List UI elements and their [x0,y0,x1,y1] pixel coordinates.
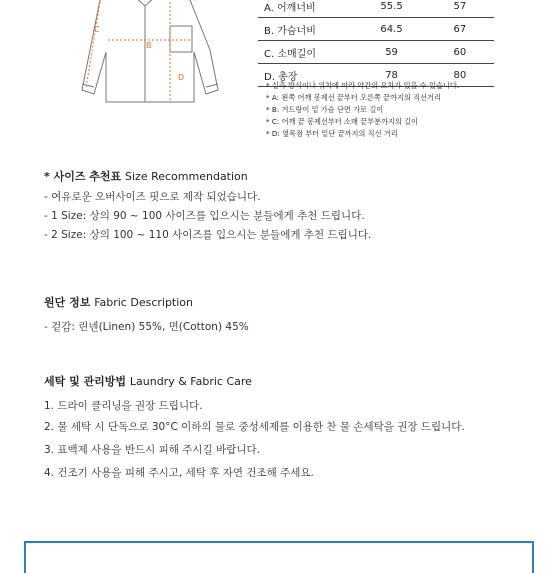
table-row [258,0,494,18]
note-item: * C: 어깨 끝 봉제선부터 소매 끝부분까지의 길이 [266,117,419,126]
size-recommendation-title [44,168,248,184]
title-ko: * 사이즈 추천표 [44,170,122,183]
size-rec-line: - 여유로운 오버사이즈 핏으로 제작 되었습니다. [44,191,261,203]
title-en: Size Recommendation [125,170,248,183]
laundry-care-title [44,373,252,389]
note-item: * 실측 방식이나 위치에 따라 약간의 오차가 있을 수 있습니다. [266,81,460,90]
label-c: C [94,25,100,34]
table-cell-size1: 64.5 [357,18,425,41]
label-b: B [146,41,152,50]
size-rec-line: - 1 Size: 상의 90 ~ 100 사이즈를 입으시는 분들에게 추천 드립니다. [44,210,365,222]
care-line: 3. 표백제 사용을 반드시 피해 주시길 바랍니다. [44,444,260,456]
table-cell-size1: 59 [357,41,425,64]
measurement-notes [266,80,459,140]
table-cell-size2: 60 [426,41,494,64]
table-cell-label: B. 가슴너비 [258,18,357,41]
title-ko: 세탁 및 관리방법 [44,375,127,388]
label-d: D [178,73,185,82]
note-item: * B: 겨드랑이 밑 가슴 단면 가로 길이 [266,105,384,114]
table-row [258,41,494,64]
table-cell-size2: 67 [426,18,494,41]
fabric-line: - 겉감: 린넨(Linen) 55%, 면(Cotton) 45% [44,321,249,333]
care-line: 2. 물 세탁 시 단독으로 30°C 이하의 물로 중성세제를 이용한 찬 물 손세탁을 권장 드립니다. [44,421,465,433]
table-cell-size1: 55.5 [357,0,425,18]
info-box-border [24,541,534,573]
table-cell-size1: 78 [357,64,425,87]
shirt-measurement-diagram [60,0,240,110]
table-cell-size2: 80 [426,64,494,87]
note-item: * A: 왼쪽 어깨 봉제선 끝부터 오른쪽 끝까지의 직선거리 [266,93,441,102]
title-ko: 원단 정보 [44,296,91,309]
size-rec-line: - 2 Size: 상의 100 ~ 110 사이즈를 입으시는 분들에게 추천 드립니다. [44,229,372,241]
table-cell-label: A. 어깨너비 [258,0,357,18]
note-item: * D: 옆목점 부터 밑단 끝까지의 직선 거리 [266,129,398,138]
title-en: Fabric Description [94,296,193,309]
table-cell-label: D. 총장 [258,64,357,87]
care-line: 4. 건조기 사용을 피해 주시고, 세탁 후 자연 건조해 주세요. [44,467,314,479]
title-en: Laundry & Fabric Care [129,375,252,388]
table-cell-label: C. 소매길이 [258,41,357,64]
care-line: 1. 드라이 클리닝을 권장 드립니다. [44,400,203,412]
fabric-description-title [44,294,193,310]
size-table [258,0,494,87]
table-row [258,18,494,41]
table-cell-size2: 57 [426,0,494,18]
